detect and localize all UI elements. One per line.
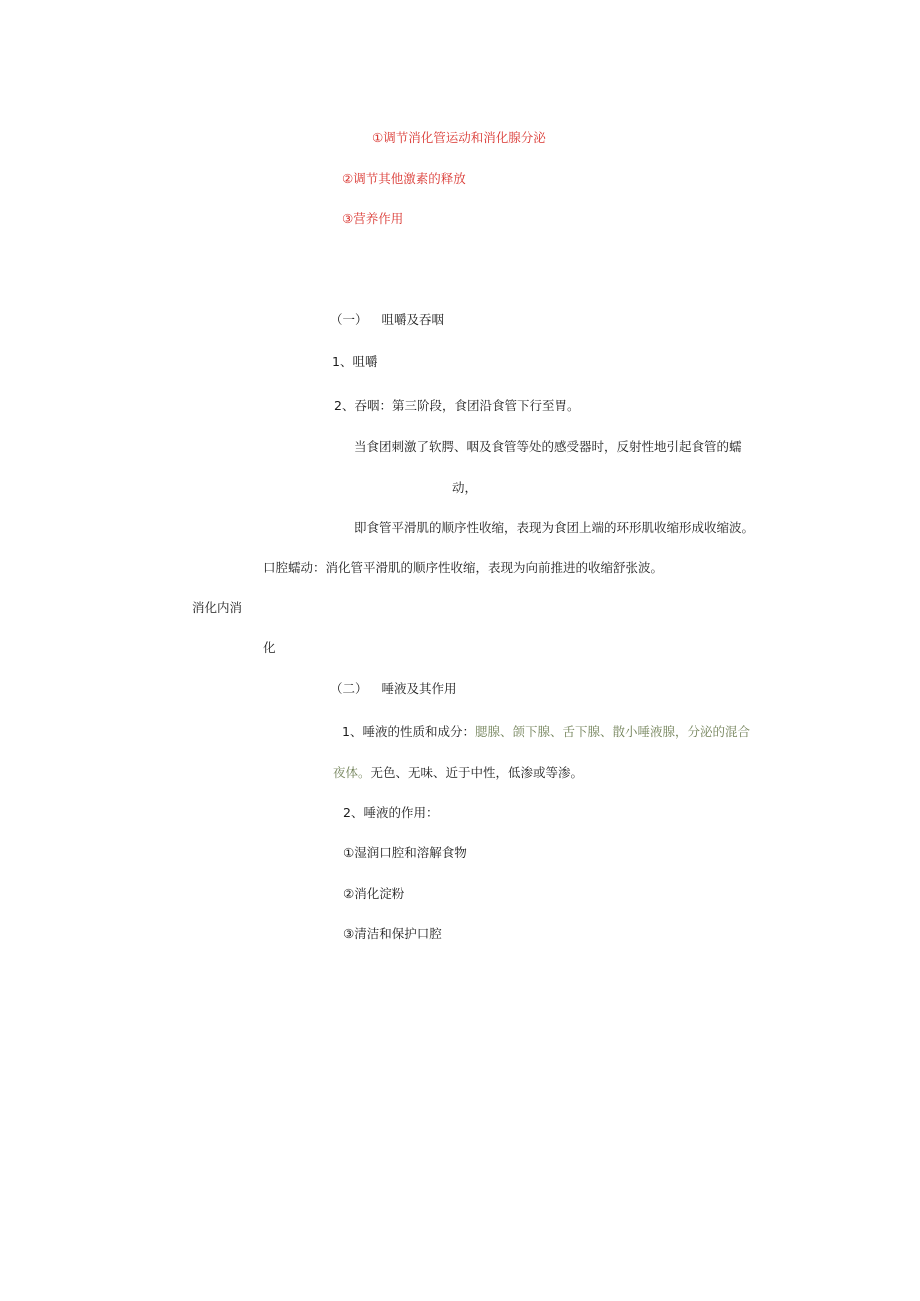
section-2-number: （二） xyxy=(330,681,368,696)
hormone-function-2: ②调节其他激素的释放 xyxy=(342,171,466,186)
hormone-function-1: ①调节消化管运动和消化腺分泌 xyxy=(372,130,546,145)
swallowing-detail-3: 即食管平滑肌的顺序性收缩，表现为食团上端的环形肌收缩形成收缩波。 xyxy=(354,520,755,535)
saliva-properties: 无色、无味、近于中性，低渗或等渗。 xyxy=(370,765,584,780)
section-2-heading xyxy=(330,681,457,697)
section-2-title: 唾液及其作用 xyxy=(381,681,457,696)
oral-peristalsis: 口腔蠕动：消化管平滑肌的顺序性收缩，表现为向前推进的收缩舒张波。 xyxy=(263,560,664,575)
hormone-function-3: ③营养作用 xyxy=(342,211,404,226)
saliva-function-3: ③清洁和保护口腔 xyxy=(343,926,442,941)
side-label-digestion: 消化内消 xyxy=(192,600,243,615)
section-1-number: （一） xyxy=(330,312,368,327)
saliva-glands: 腮腺、颌下腺、舌下腺、散小唾液腺，分泌的混合 xyxy=(474,724,750,739)
side-label-digestion-cont: 化 xyxy=(263,640,276,655)
swallowing-detail-1: 当食团刺激了软腭、咽及食管等处的感受器时，反射性地引起食管的蠕 xyxy=(354,439,742,454)
section-1-heading xyxy=(330,312,444,328)
saliva-nature-cont xyxy=(333,765,583,781)
chewing-item: 1、咀嚼 xyxy=(332,354,378,369)
saliva-function-heading: 2、唾液的作用： xyxy=(343,805,439,820)
saliva-nature-prefix: 1、唾液的性质和成分： xyxy=(342,724,475,739)
saliva-function-2: ②消化淀粉 xyxy=(343,886,405,901)
saliva-nature xyxy=(342,724,750,740)
swallowing-item: 2、吞咽：第三阶段，食团沿食管下行至胃。 xyxy=(334,398,580,413)
saliva-fluid: 夜体。 xyxy=(333,765,371,780)
section-1-title: 咀嚼及吞咽 xyxy=(381,312,445,327)
saliva-function-1: ①湿润口腔和溶解食物 xyxy=(343,845,467,860)
swallowing-detail-2: 动， xyxy=(452,480,478,495)
